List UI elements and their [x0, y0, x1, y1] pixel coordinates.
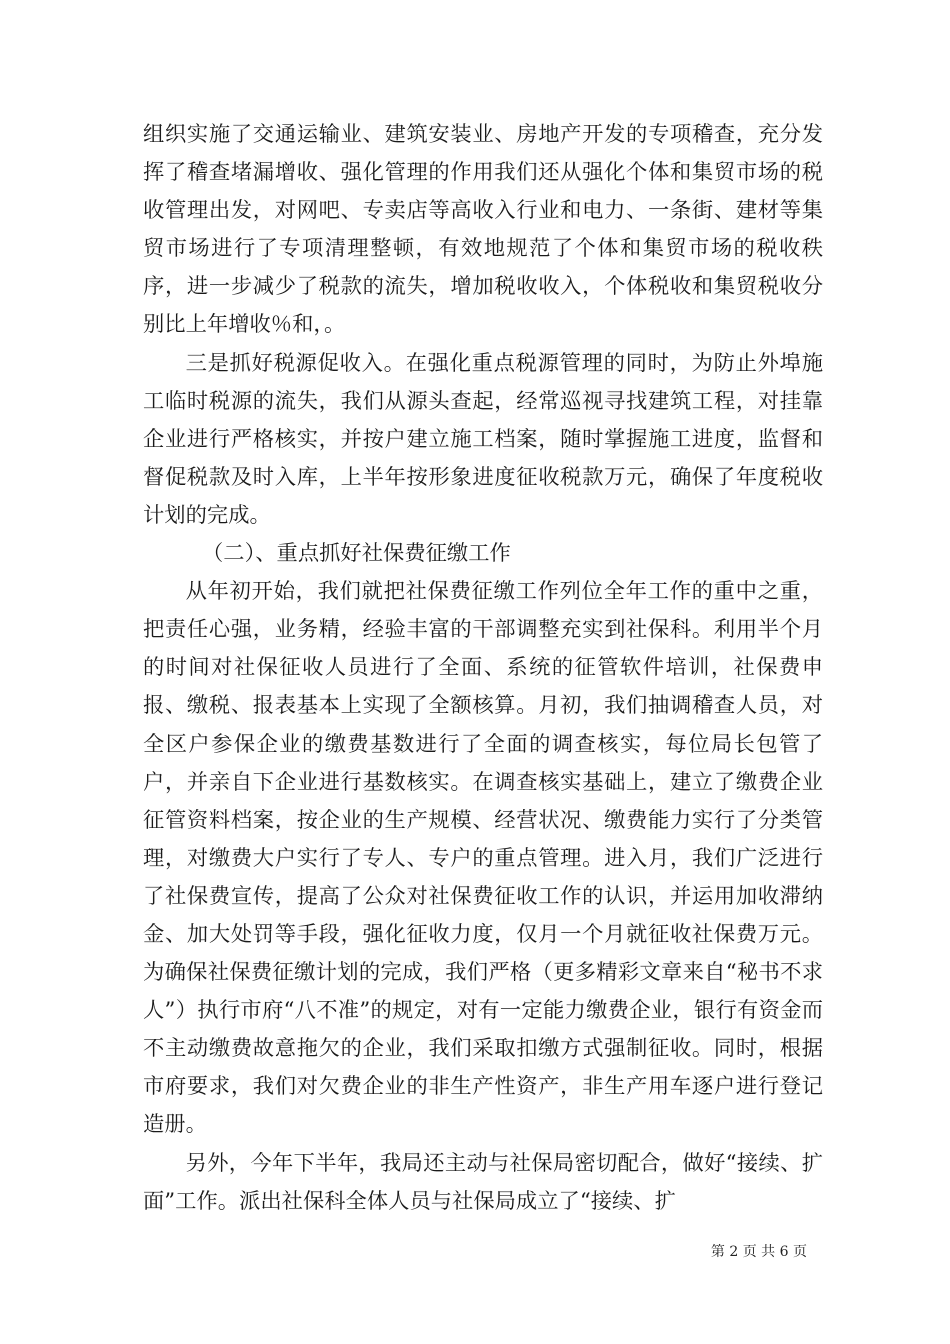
- paragraph-social-security-collection: 从年初开始，我们就把社保费征缴工作列位全年工作的重中之重，把责任心强，业务精，经验丰富的干部调整充实到社保科。利用半个月的时间对社保征收人员进行了全面、系统的征管软件培训，社保费申报、缴税、报表基本上实现了全额核算。月初，我们抽调稽查人员，对全区户参保企业的缴费基数进行了全面的调查核实，每位局长包管了户，并亲自下企业进行基数核实。在调查核实基础上，建立了缴费企业征管资料档案，按企业的生产规模、经营状况、缴费能力实行了分类管理，对缴费大户实行了专人、专户的重点管理。进入月，我们广泛进行了社保费宣传，提高了公众对社保费征收工作的认识，并运用加收滞纳金、加大处罚等手段，强化征收力度，仅月一个月就征收社保费万元。为确保社保费征缴计划的完成，我们严格（更多精彩文章来自“秘书不求人”）执行市府“八不准”的规定，对有一定能力缴费企业，银行有资金而不主动缴费故意拖欠的企业，我们采取扣缴方式强制征收。同时，根据市府要求，我们对欠费企业的非生产性资产，非生产用车逐户进行登记造册。: [143, 579, 823, 1138]
- paragraph-cooperation: 另外，今年下半年，我局还主动与社保局密切配合，做好“接续、扩面”工作。派出社保科全体人员与社保局成立了“接续、扩: [143, 1150, 823, 1214]
- page-number-footer: 第 2 页 共 6 页: [710, 1244, 807, 1260]
- paragraph-special-audit: 组织实施了交通运输业、建筑安装业、房地产开发的专项稽查，充分发挥了稽查堵漏增收、强化管理的作用我们还从强化个体和集贸市场的税收管理出发，对网吧、专卖店等高收入行业和电力、一条街、建材等集贸市场进行了专项清理整顿，有效地规范了个体和集贸市场的税收秩序，进一步减少了税款的流失，增加税收收入，个体税收和集贸税收分别比上年增收％和，。: [143, 122, 823, 338]
- section-heading-social-security: （二）、重点抓好社保费征缴工作: [202, 541, 511, 567]
- document-body: [143, 116, 823, 1221]
- paragraph-tax-source: 三是抓好税源促收入。在强化重点税源管理的同时，为防止外埠施工临时税源的流失，我们从源头查起，经常巡视寻找建筑工程，对挂靠企业进行严格核实，并按户建立施工档案，随时掌握施工进度，监督和督促税款及时入库，上半年按形象进度征收税款万元，确保了年度税收计划的完成。: [143, 350, 823, 528]
